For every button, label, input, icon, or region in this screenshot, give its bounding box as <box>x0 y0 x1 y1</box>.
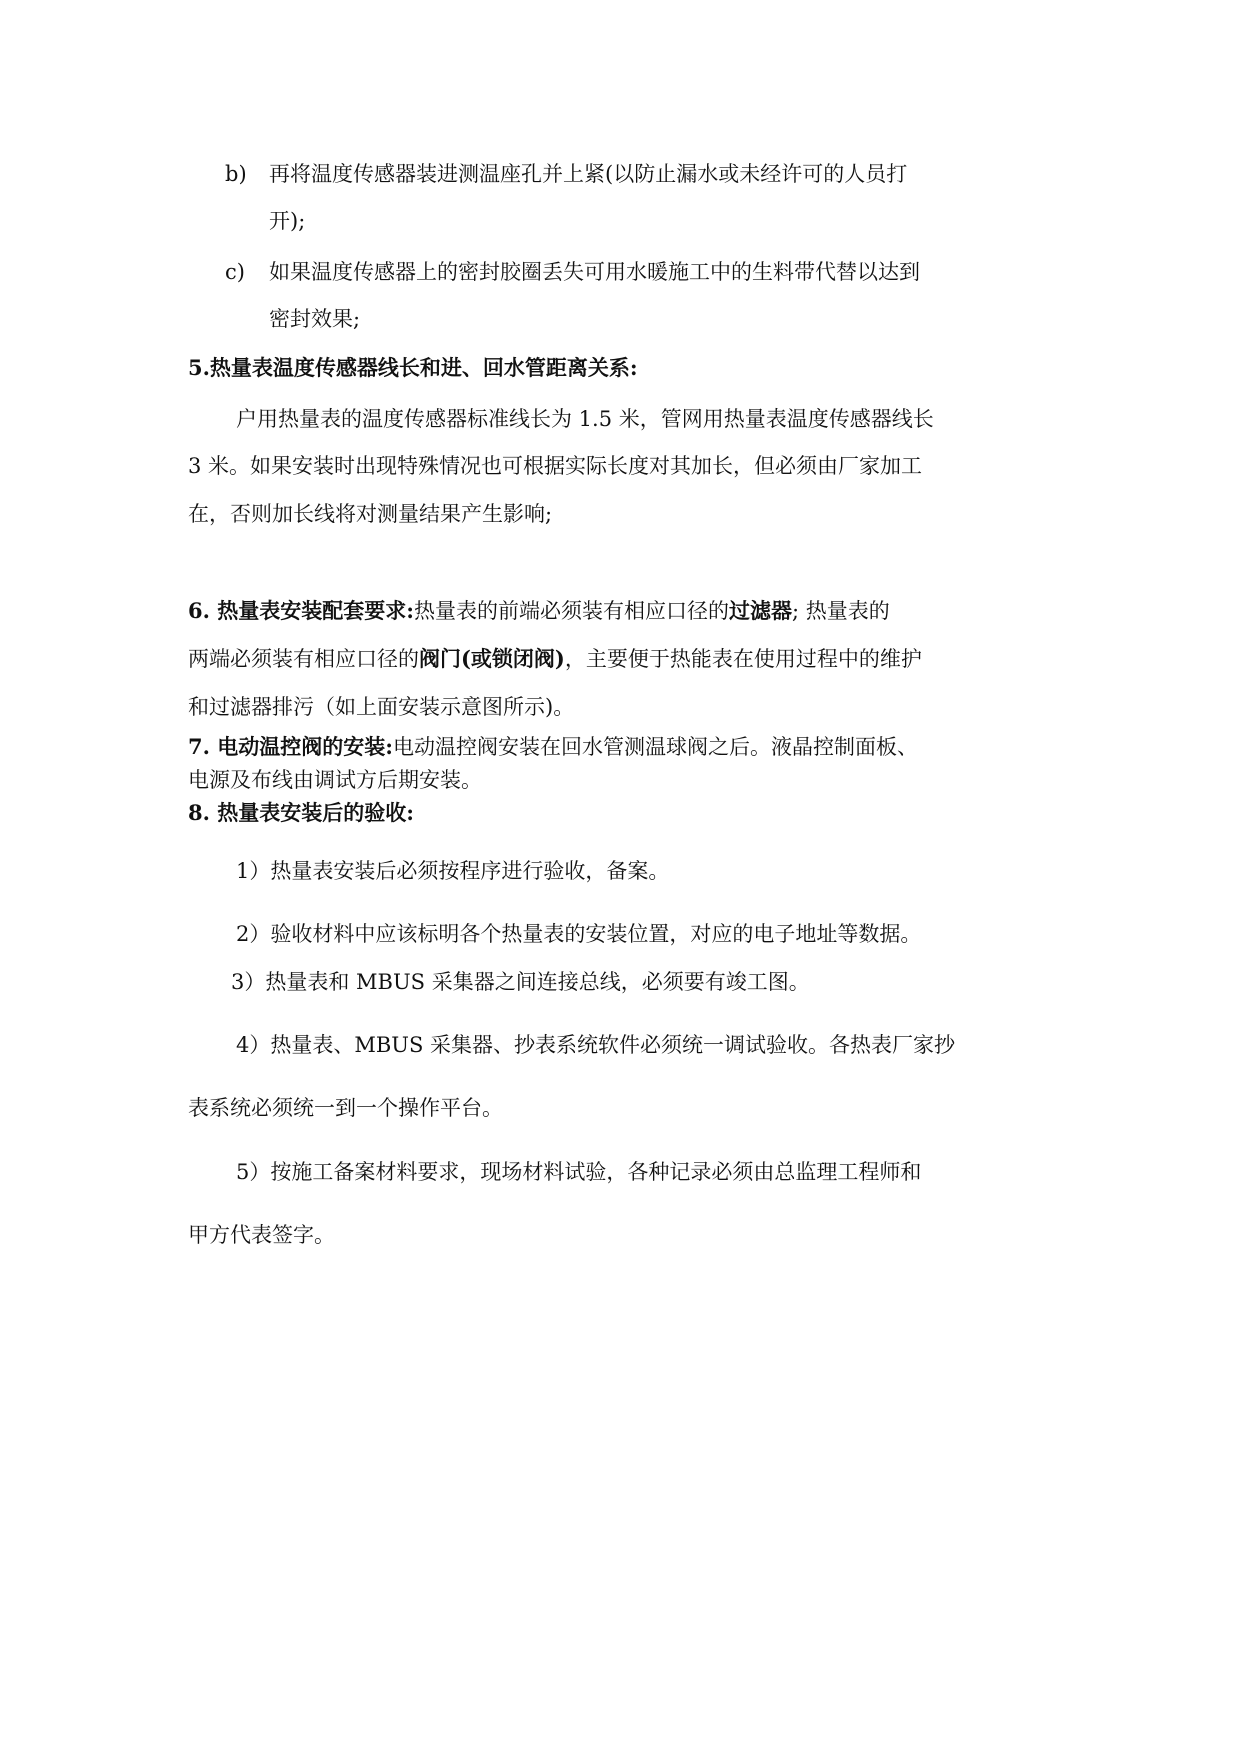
section-8-heading: 8. 热量表安装后的验收: <box>188 800 414 825</box>
section-6-line-2-rest: ，主要便于热能表在使用过程中的维护 <box>564 647 922 671</box>
acceptance-item-3: 3）热量表和 MBUS 采集器之间连接总线，必须要有竣工图。 <box>231 970 810 994</box>
list-item-c <box>225 258 920 286</box>
acceptance-item-5-continued: 甲方代表签字。 <box>188 1223 335 1247</box>
section-7-heading: 7. 电动温控阀的安装: <box>188 734 393 759</box>
list-item-b-continued: 开); <box>269 209 306 233</box>
list-item-c-continued: 密封效果; <box>269 307 361 331</box>
acceptance-item-4: 4）热量表、MBUS 采集器、抄表系统软件必须统一调试验收。各热表厂家抄 <box>236 1033 956 1057</box>
section-7-line-2: 电源及布线由调试方后期安装。 <box>188 768 482 792</box>
section-6-line-1 <box>188 597 890 625</box>
valve-term: 阀门(或锁闭阀) <box>419 646 565 671</box>
section-5-heading: 5.热量表温度传感器线长和进、回水管距离关系: <box>188 355 638 380</box>
section-6-line-2 <box>188 645 922 673</box>
filter-term: 过滤器 <box>729 598 792 623</box>
section-6-line-3: 和过滤器排污（如上面安装示意图所示)。 <box>188 695 575 719</box>
section-7-line-1 <box>188 733 918 761</box>
acceptance-item-2: 2）验收材料中应该标明各个热量表的安装位置，对应的电子地址等数据。 <box>236 922 922 946</box>
section-6-text-continued: ; 热量表的 <box>792 599 890 623</box>
section-5-paragraph-line-3: 在，否则加长线将对测量结果产生影响; <box>188 502 553 526</box>
section-6-heading: 6. 热量表安装配套要求: <box>188 598 414 623</box>
item-marker: b) <box>225 162 247 186</box>
acceptance-item-1: 1）热量表安装后必须按程序进行验收，备案。 <box>236 859 670 883</box>
section-6-line-2-text: 两端必须装有相应口径的 <box>188 647 419 671</box>
acceptance-item-4-continued: 表系统必须统一到一个操作平台。 <box>188 1096 503 1120</box>
section-5-paragraph-line-2: 3 米。如果安装时出现特殊情况也可根据实际长度对其加长，但必须由厂家加工 <box>188 454 923 478</box>
section-5-paragraph-line-1: 户用热量表的温度传感器标准线长为 1.5 米，管网用热量表温度传感器线长 <box>236 407 934 431</box>
acceptance-item-5: 5）按施工备案材料要求，现场材料试验，各种记录必须由总监理工程师和 <box>236 1160 922 1184</box>
section-6-text: 热量表的前端必须装有相应口径的 <box>414 599 729 623</box>
section-7-text: 电动温控阀安装在回水管测温球阀之后。液晶控制面板、 <box>393 735 918 759</box>
item-text: 如果温度传感器上的密封胶圈丢失可用水暖施工中的生料带代替以达到 <box>269 260 920 284</box>
list-item-b <box>225 160 907 188</box>
item-marker: c) <box>225 260 245 284</box>
item-text: 再将温度传感器装进测温座孔并上紧(以防止漏水或未经许可的人员打 <box>269 162 908 186</box>
